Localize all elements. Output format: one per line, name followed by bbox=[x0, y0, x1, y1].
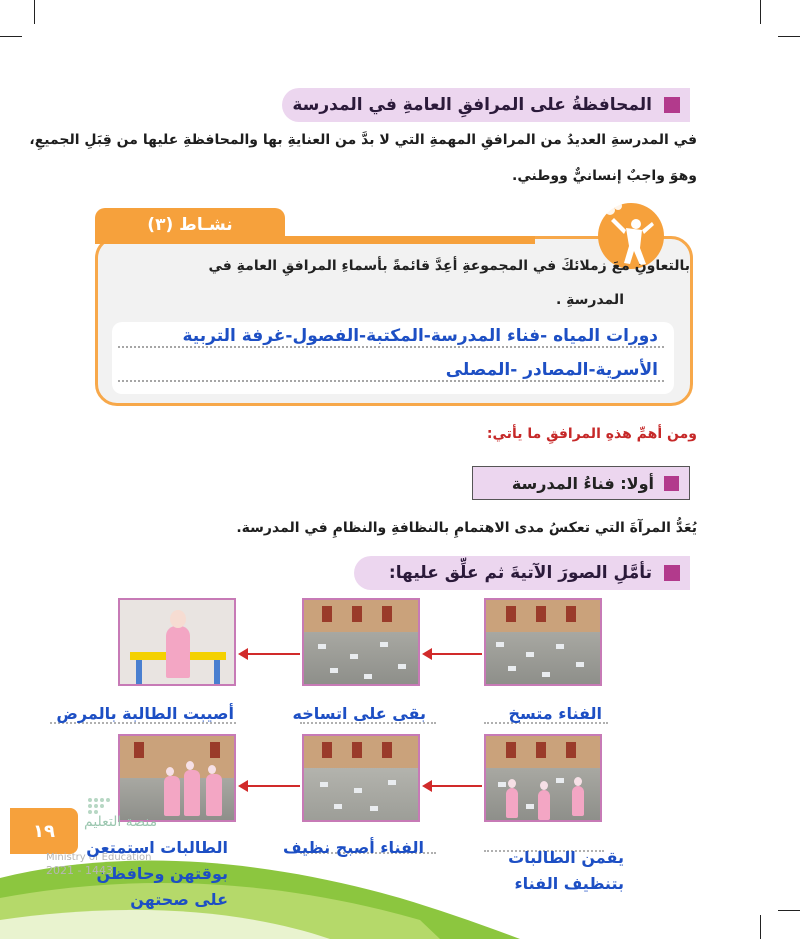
crop-mark bbox=[760, 0, 761, 24]
arrow-3 bbox=[432, 785, 482, 787]
activity-instruction-line-2: المدرسةِ . bbox=[555, 292, 624, 308]
arrow-4-head bbox=[238, 780, 248, 792]
caption-row2-right-line-1: يقمن الطالبات bbox=[508, 848, 624, 867]
observe-heading: تأمَّلِ الصورَ الآتيةَ ثم علِّق عليها: bbox=[388, 563, 652, 583]
arrow-2-head bbox=[238, 648, 248, 660]
crop-mark bbox=[34, 0, 35, 24]
photo-dirty-yard bbox=[484, 598, 602, 686]
caption-row2-left-line-2: بوقتهن وحافظن bbox=[96, 864, 228, 883]
arrow-4 bbox=[248, 785, 300, 787]
caption-row2-right-line-2: بتنظيف الفناء bbox=[514, 874, 624, 893]
intro-line-2: وهوَ واجبٌ إنسانيٌّ ووطني. bbox=[512, 168, 697, 184]
watermark-logo-icon bbox=[86, 796, 122, 814]
caption-row2-left-line-3: على صحتهن bbox=[130, 890, 228, 909]
answer-dotted-line-1 bbox=[118, 346, 664, 348]
arrow-1-head bbox=[422, 648, 432, 660]
photo-clean-yard bbox=[302, 734, 420, 822]
intro-line-1: في المدرسةِ العديدُ من المرافقِ المهمةِ التي لا بدَّ من العنايةِ بها والمحافظةِ عليها من قِبَلِ الجميعِ، bbox=[29, 132, 697, 148]
photo-cleaning-yard bbox=[484, 734, 602, 822]
watermark-year: 2021 - 1443 bbox=[46, 864, 113, 877]
photo-happy-students bbox=[118, 734, 236, 822]
crop-mark bbox=[760, 915, 761, 939]
caption-row1-left: أصيبت الطالبة بالمرض bbox=[56, 704, 234, 723]
activity-answer-line-1: دورات المياه -فناء المدرسة-المكتبة-الفصول-غرفة التربية bbox=[182, 326, 658, 346]
activity-instruction-line-1: بالتعاونِ معَ زملائكَ في المجموعةِ أعِدَّ قائمةً بأسماءِ المرافقِ العامةِ في bbox=[208, 258, 690, 274]
photo-sick-student bbox=[118, 598, 236, 686]
watermark-english: Ministry of Education bbox=[46, 852, 152, 863]
subsection-heading: أولا: فناءُ المدرسة bbox=[511, 473, 654, 493]
activity-answer-line-2: الأسرية-المصادر -المصلى bbox=[445, 360, 658, 380]
subsection-text: يُعَدُّ المرآةَ التي تعكسُ مدى الاهتمامِ بالنظافةِ والنظامِ في المدرسة. bbox=[236, 520, 697, 536]
arrow-1 bbox=[432, 653, 482, 655]
caption-row2-middle: الفناء أصبح نظيف bbox=[282, 838, 424, 857]
page-number: ١٩ bbox=[33, 820, 55, 842]
crop-mark bbox=[778, 36, 800, 37]
watermark-arabic: منصة التعليم bbox=[84, 814, 158, 830]
answer-dotted-line-2 bbox=[118, 380, 664, 382]
caption-row2-left-line-1: الطالبات استمتعن bbox=[86, 838, 228, 857]
crop-mark bbox=[0, 36, 22, 37]
subsection-square-icon bbox=[664, 476, 679, 491]
arrow-3-head bbox=[422, 780, 432, 792]
footer-wave-decoration bbox=[0, 828, 520, 939]
lead-in-text: ومن أهمِّ هذهِ المرافقِ ما يأتي: bbox=[486, 426, 697, 442]
crop-mark bbox=[778, 910, 800, 911]
photo-still-dirty-yard bbox=[302, 598, 420, 686]
section-heading: المحافظةُ على المرافقِ العامةِ في المدرسة bbox=[292, 95, 652, 115]
heading-square-icon bbox=[664, 97, 680, 113]
subsection-heading-box bbox=[472, 466, 690, 500]
section-heading-bar bbox=[282, 88, 690, 122]
observe-square-icon bbox=[664, 565, 680, 581]
activity-title: نشـاط (٣) bbox=[95, 208, 285, 242]
arrow-2 bbox=[248, 653, 300, 655]
caption-row1-middle: بقى على اتساخه bbox=[292, 704, 426, 723]
caption-row1-right: الفناء متسخ bbox=[508, 704, 602, 723]
observe-heading-bar bbox=[354, 556, 690, 590]
page-number-tab bbox=[10, 808, 78, 854]
